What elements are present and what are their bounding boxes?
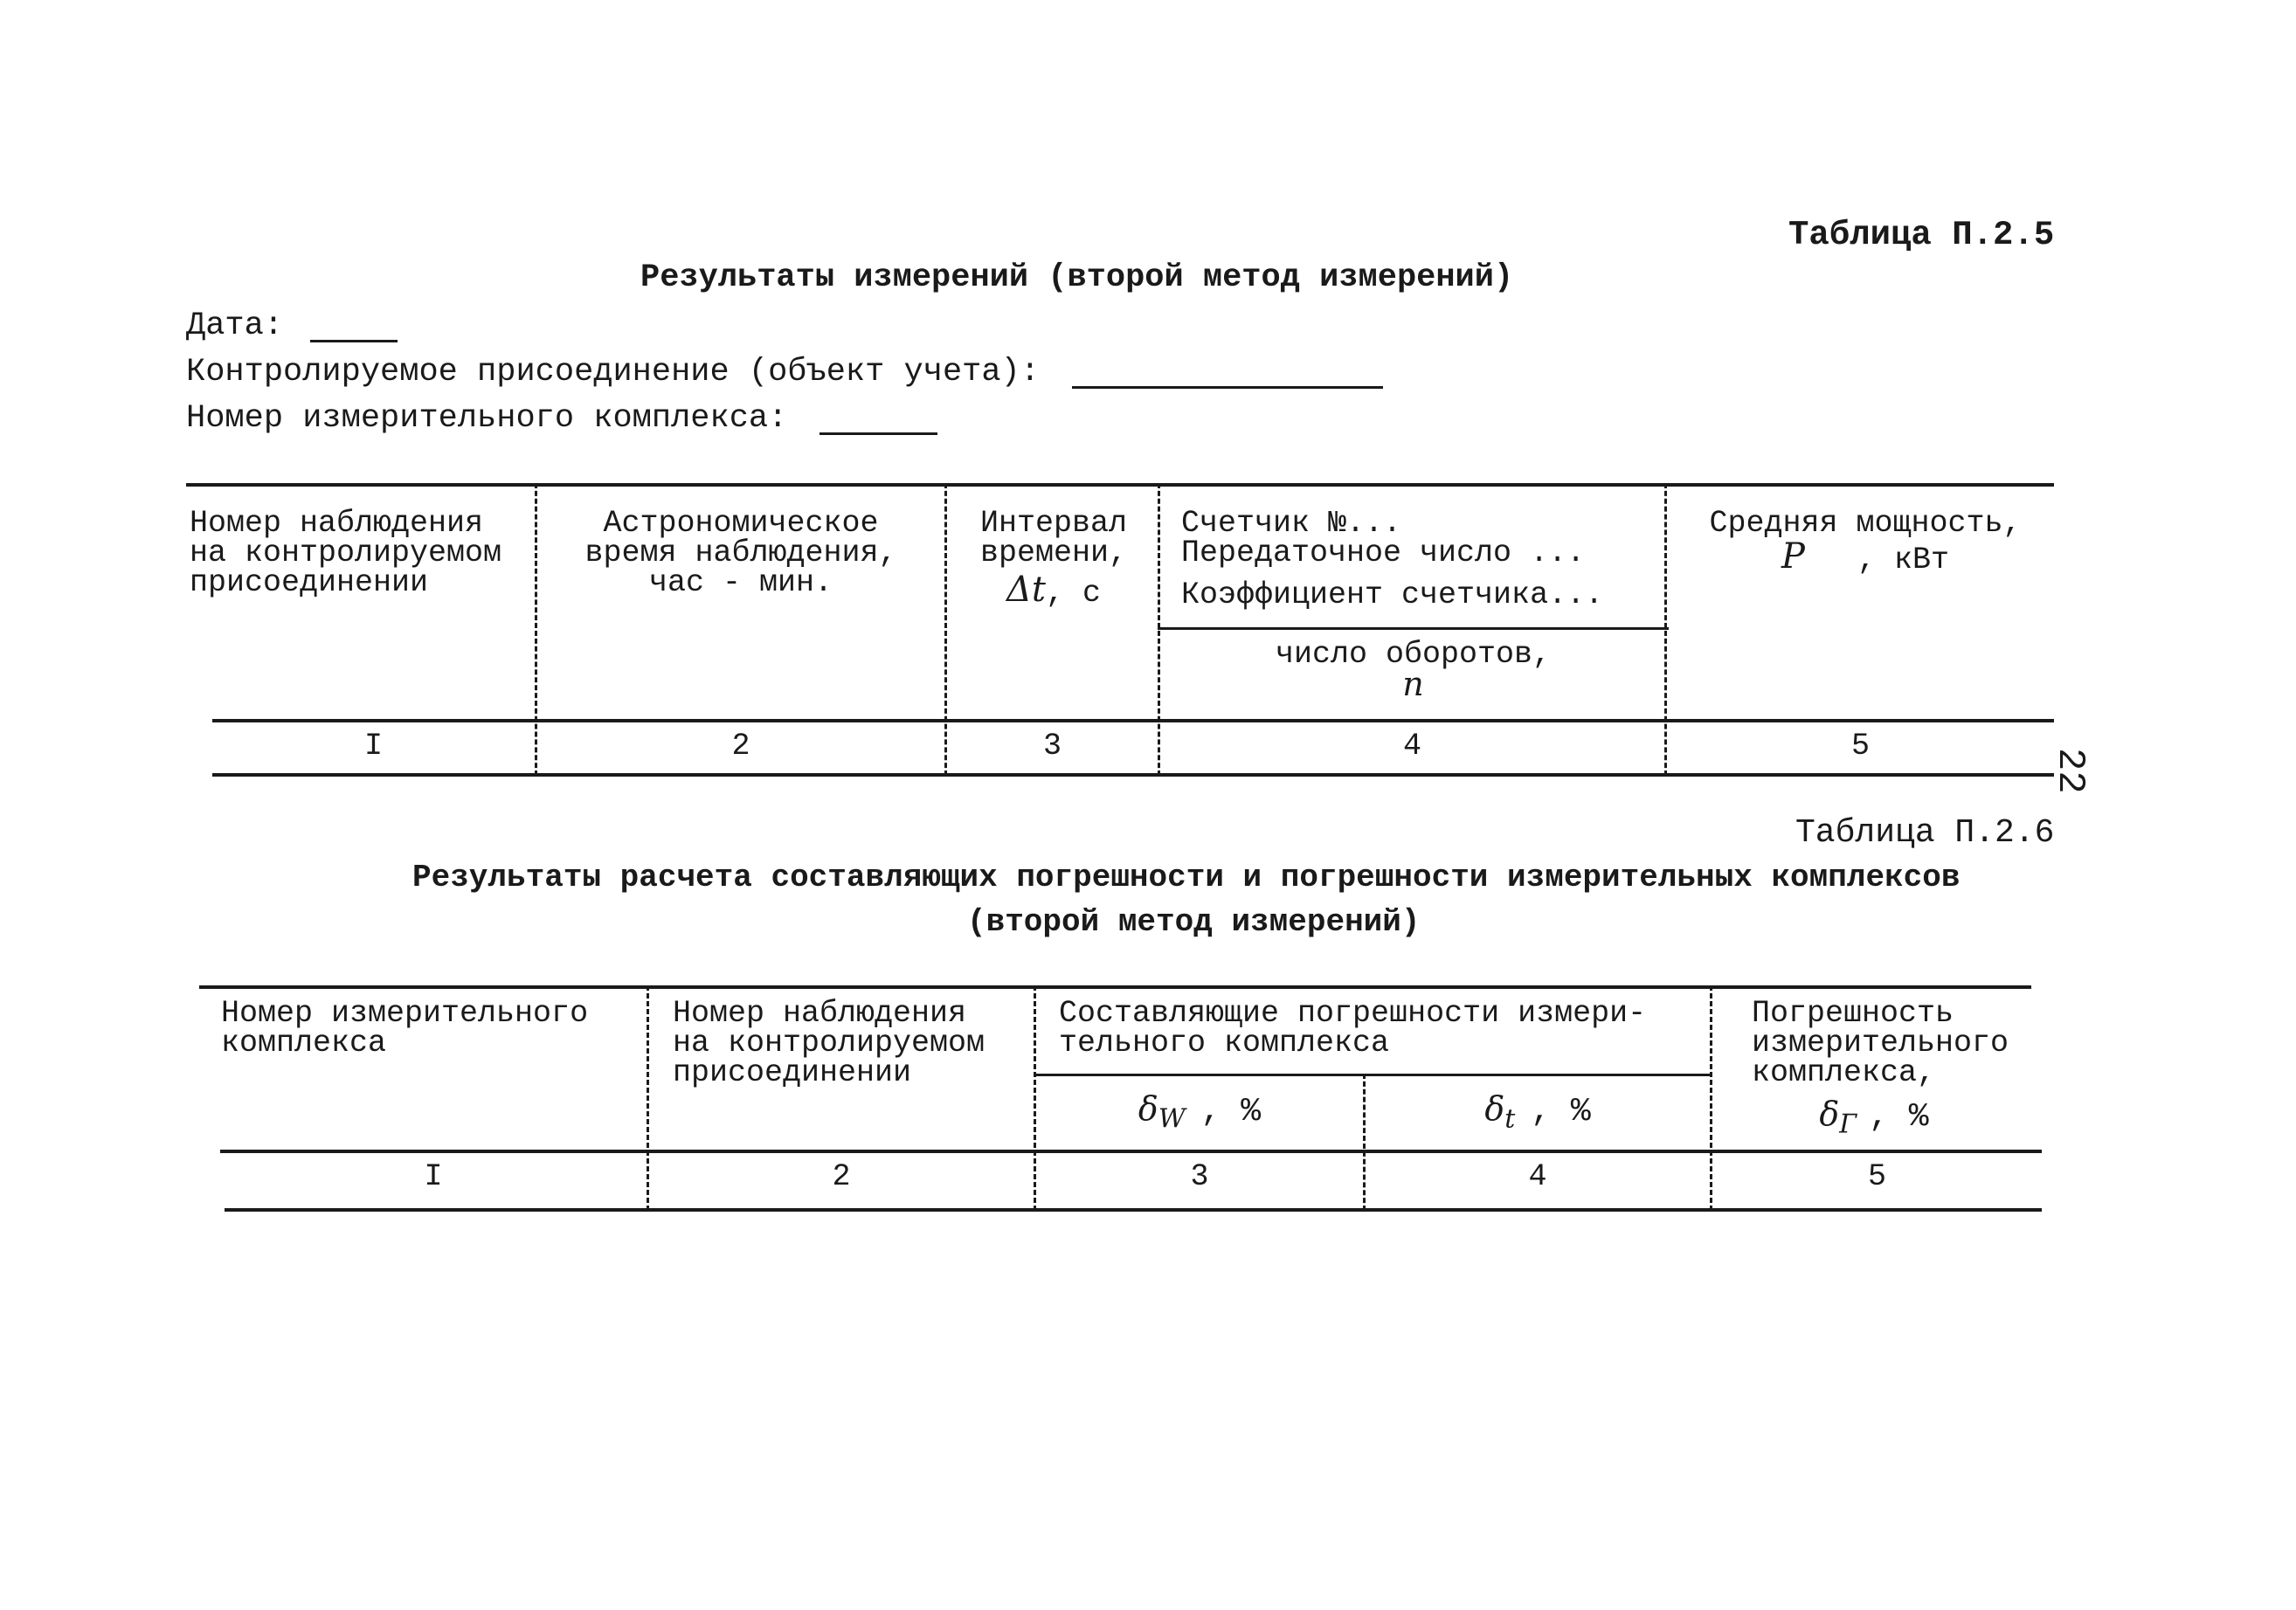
header-line: Погрешность <box>1752 996 1954 1031</box>
table-p25-top-rule <box>186 483 2054 487</box>
table-p25-col4-subheader <box>1162 637 1664 703</box>
table-p25-header-rule <box>212 719 2054 722</box>
table-p26-num-5: 5 <box>1867 1159 1886 1194</box>
delta-w-subscript: W <box>1158 1103 1186 1135</box>
table-p25-label: Таблица П.2.5 <box>1788 216 2055 254</box>
table-p26-col5-header <box>1752 998 2009 1088</box>
connection-blank <box>1072 386 1383 389</box>
table-p25-num-1: I <box>363 729 383 764</box>
header-line: Номер измерительного <box>221 996 589 1031</box>
header-line: Номер наблюдения <box>673 996 967 1031</box>
header-line: на контролируемом <box>190 536 502 570</box>
complex-number-blank <box>820 432 937 435</box>
table-p26-bottom-rule <box>225 1208 2042 1212</box>
header-line: Передаточное число ... <box>1181 536 1586 570</box>
table-p25-col5-header <box>1673 508 2057 575</box>
table-p26-title-line2: (второй метод измерений) <box>967 904 1421 940</box>
header-line: час - мин. <box>648 565 833 600</box>
table-p26-num-4: 4 <box>1528 1159 1547 1194</box>
table-p26-col5-symbol <box>1712 1095 2036 1140</box>
header-line: измерительного <box>1752 1026 2009 1061</box>
header-line: присоединении <box>673 1055 912 1090</box>
delta-t-error-symbol: δ <box>1484 1089 1505 1128</box>
table-p26-group-rule <box>1034 1074 1710 1076</box>
header-line: Коэффициент счетчика... <box>1181 577 1604 612</box>
complex-number-label: Номер измерительного комплекса: <box>186 400 788 437</box>
header-line: время наблюдения, <box>584 536 897 570</box>
header-line: комплекса <box>221 1026 387 1061</box>
kw-unit: , кВт <box>1857 542 1949 577</box>
delta-t-subscript: t <box>1504 1103 1516 1135</box>
table-p25-num-3: 3 <box>1042 729 1062 764</box>
table-p25-col4-split-rule <box>1158 627 1669 630</box>
table-p26-col3-subheader <box>1036 1089 1363 1135</box>
table-p25-num-2: 2 <box>731 729 750 764</box>
percent-unit: , % <box>1531 1093 1591 1130</box>
delta-w-symbol: δ <box>1138 1089 1158 1128</box>
table-p25-num-4: 4 <box>1402 729 1421 764</box>
header-line: Составляющие погрешности измери- <box>1059 996 1647 1031</box>
header-line: присоединении <box>190 565 429 600</box>
table-p26-col34-group-header <box>1059 996 1647 1061</box>
header-line: Средняя мощность, <box>1709 506 2022 541</box>
header-line: времени, <box>979 536 1128 570</box>
interval-symbol-line <box>957 570 1151 611</box>
table-p25-title: Результаты измерений (второй метод измерений) <box>640 259 1514 296</box>
percent-unit: , % <box>1869 1098 1929 1136</box>
header-line: на контролируемом <box>673 1026 985 1061</box>
table-p25-col1-header <box>190 508 501 598</box>
header-line: комплекса, <box>1752 1055 1936 1090</box>
table-p25-bottom-rule <box>212 773 2054 777</box>
n-symbol: n <box>1402 665 1424 703</box>
delta-t-symbol: Δt <box>1006 570 1046 610</box>
seconds-unit: , с <box>1045 576 1101 611</box>
header-line: Интервал <box>979 506 1128 541</box>
table-p26-num-3: 3 <box>1190 1159 1209 1194</box>
delta-g-symbol: δ <box>1819 1095 1840 1133</box>
power-symbol-line <box>1673 536 2057 577</box>
table-p25-num-5: 5 <box>1850 729 1870 764</box>
connection-label: Контролируемое присоединение (объект учета): <box>186 354 1040 390</box>
date-blank <box>310 340 398 342</box>
p-symbol: P <box>1781 536 1805 577</box>
table-p26-col1-header <box>221 996 589 1061</box>
table-p25-col4-header <box>1181 508 1603 610</box>
table-p25-col2-header <box>549 508 933 598</box>
table-p26-col4-subheader <box>1366 1089 1710 1135</box>
table-p26-top-rule <box>199 985 2031 989</box>
header-line: Номер наблюдения <box>190 506 484 541</box>
table-p25-col3-header <box>957 506 1151 611</box>
table-p26-num-1: I <box>424 1159 443 1194</box>
header-line: число оборотов, <box>1275 637 1552 672</box>
delta-g-subscript: Г <box>1839 1109 1857 1140</box>
table-p26-header-rule <box>220 1150 2042 1153</box>
header-line: Счетчик №... <box>1181 506 1402 541</box>
table-p26-num-2: 2 <box>832 1159 851 1194</box>
header-line: Астрономическое <box>603 506 879 541</box>
header-line: тельного комплекса <box>1059 1026 1390 1061</box>
table-p26-title-line1: Результаты расчета составляющих погрешности и погрешности измерительных комплексов <box>412 860 1961 895</box>
table-p26-col2-header <box>673 998 985 1088</box>
percent-unit: , % <box>1200 1093 1262 1130</box>
date-label: Дата: <box>186 307 284 344</box>
table-p26-label: Таблица П.2.6 <box>1795 814 2055 852</box>
page-number: 22 <box>2048 748 2092 794</box>
